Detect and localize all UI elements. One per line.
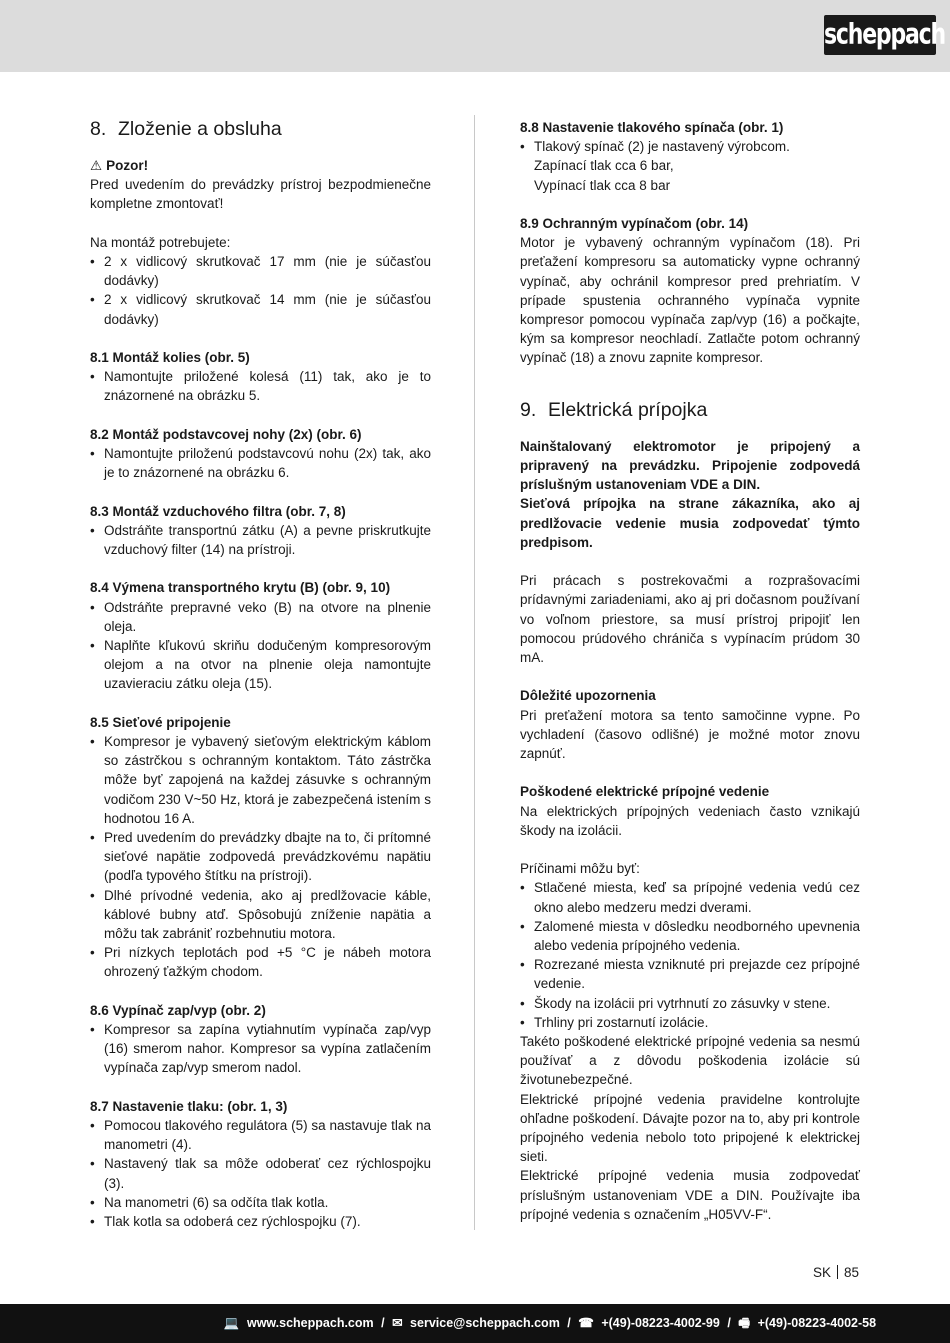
left-column xyxy=(90,118,431,1231)
important-notes-text: Pri preťažení motora sa tento samočinne vypne. Po vychladení (časovo odlišné) je možné motor znovu zapnúť. xyxy=(520,707,860,762)
warning-heading: ⚠ Pozor! xyxy=(90,156,431,175)
list-item: • Namontujte priloženú podstavcovú nohu (2x) tak, ako je to znázornené na obrázku 6. xyxy=(90,444,431,482)
damaged-cable-text: Na elektrických prípojných vedeniach často vznikajú škody na izolácii. xyxy=(520,803,860,838)
electric-bold-paragraph-1: Nainštalovaný elektromotor je pripojený a pripravený na prevádzku. Pripojenie zodpovedá príslušným ustanoveniam VDE a DIN. xyxy=(520,438,860,493)
spray-paragraph: Pri prácach s postrekovačmi a rozprašovacími prídavnými zariadeniami, ako aj pri dočasnom používaní vo voľnom priestore, sa musí prístroj pripojiť len pomocou prúdového chrániča s vypínacím prúdom 30 mA. xyxy=(520,573,860,666)
damaged-cable-heading: Poškodené elektrické prípojné vedenie xyxy=(520,784,770,800)
section-title: Zloženie a obsluha xyxy=(118,118,282,140)
dangerous-paragraph: Takéto poškodené elektrické prípojné vedenia sa nesmú používať a z dôvodu poškodenia izolácie sú životunebezpečné. xyxy=(520,1034,860,1088)
phone-number: +(49)-08223-4002-99 xyxy=(601,1316,720,1330)
list-item: • Dlhé prívodné vedenia, ako aj predlžovacie káble, káblové bubny atď. Spôsobujú zníženie napätia a môžu tak zabrániť rozbehnutiu motora. xyxy=(90,886,431,944)
brand-logo-text: scheppach xyxy=(824,19,945,52)
section-8-5-list xyxy=(90,732,431,982)
list-item: • Odstráňte transportnú zátku (A) a pevne priskrutkujte vzduchový filter (14) na prístroji. xyxy=(90,521,431,559)
list-item: • Pred uvedením do prevádzky dbajte na to, či prítomné sieťové napätie zodpovedá prevádzkovému napätiu (podľa typového štítku na prístroji). xyxy=(90,828,431,886)
section-number: 8. xyxy=(90,118,107,140)
list-item: • Zalomené miesta v dôsledku neodborného upevnenia alebo vedenia prípojného vedenia. xyxy=(520,917,860,955)
mail-icon: ✉ xyxy=(392,1316,403,1330)
column-divider xyxy=(474,115,475,1230)
section-8-heading xyxy=(90,118,431,140)
list-item: • Pomocou tlakového regulátora (5) sa nastavuje tlak na manometri (4). xyxy=(90,1116,431,1154)
section-8-6-heading: 8.6 Vypínač zap/vyp (obr. 2) xyxy=(90,1002,266,1018)
section-8-8-heading: 8.8 Nastavenie tlakového spínača (obr. 1) xyxy=(520,120,784,135)
electric-bold-paragraph-2: Sieťová prípojka na strane zákazníka, ako aj predlžovacie vedenie musia zodpovedať týmto predpisom. xyxy=(520,496,860,550)
list-item: • Naplňte kľukovú skriňu dodučeným kompresorovým olejom a na otvor na plnenie oleja namontujte uzavieraciu zátku oleja (15). xyxy=(90,636,431,694)
causes-list xyxy=(520,878,860,1032)
section-8-9-heading: 8.9 Ochranným vypínačom (obr. 14) xyxy=(520,216,749,231)
section-8-4-heading: 8.4 Výmena transportného krytu (B) (obr. 9, 10) xyxy=(90,580,391,596)
norm-paragraph: Elektrické prípojné vedenia musia zodpovedať príslušným ustanoveniam VDE a DIN. Používajte iba prípojné vedenia s označením „H05VV-F“. xyxy=(520,1168,860,1222)
list-item: • Namontujte priložené kolesá (11) tak, ako je to znázornené na obrázku 5. xyxy=(90,367,431,405)
page-language: SK xyxy=(812,1265,831,1280)
brand-logo xyxy=(824,15,945,55)
section-8-7-heading: 8.7 Nastavenie tlaku: (obr. 1, 3) xyxy=(90,1098,288,1114)
page-footer: 💻 www.scheppach.com / ✉ service@scheppach.com / ☎ +(49)-08223-4002-99 / 🖷 +(49)-08223-4002-58 xyxy=(0,1304,950,1343)
section-8-9-text: Motor je vybavený ochranným vypínačom (18). Pri preťažení kompresoru sa automaticky vypne ochranný vypínač, aby ochránil kompresor pred prehriatím. V prípade spustenia ochranného vypínača vypnite kompresor pomocou vypínača zap/vyp (16) a počkajte, kým sa kompresor neochladí. Zatlačte potom ochranný vypínač (18) a znovu zapnite kompresor. xyxy=(520,235,860,366)
right-column xyxy=(520,118,860,1224)
page-header xyxy=(0,0,950,72)
list-item: • Kompresor sa zapína vytiahnutím vypínača zap/vyp (16) smerom nahor. Kompresor sa vypína zatlačením vypínača zap/vyp smerom nadol. xyxy=(90,1020,431,1078)
website-link[interactable]: www.scheppach.com xyxy=(246,1316,374,1330)
warning-icon: ⚠ xyxy=(90,158,103,173)
important-notes-heading: Dôležité upozornenia xyxy=(520,688,656,704)
warning-text: Pred uvedením do prevádzky prístroj bezpodmienečne kompletne zmontovať! xyxy=(90,177,431,212)
section-number: 9. xyxy=(520,398,537,421)
fax-icon: 🖷 xyxy=(738,1316,751,1330)
tools-intro: Na montáž potrebujete: xyxy=(90,234,231,250)
phone-icon: ☎ xyxy=(578,1316,594,1330)
page-number xyxy=(813,1265,859,1280)
section-8-1-heading: 8.1 Montáž kolies (obr. 5) xyxy=(90,350,250,365)
list-item: • 2 x vidlicový skrutkovač 14 mm (nie je súčasťou dodávky) xyxy=(90,290,431,328)
list-item: • Tlak kotla sa odoberá cez rýchlospojku (7). xyxy=(90,1212,431,1231)
section-8-1-list xyxy=(90,367,431,405)
list-item: • Tlakový spínač (2) je nastavený výrobcom. Zapínací tlak cca 6 bar, Vypínací tlak cca 8 bar xyxy=(520,137,860,195)
list-item: • Škody na izolácii pri vytrhnutí zo zásuvky v stene. xyxy=(520,994,860,1013)
list-item: • Stlačené miesta, keď sa prípojné vedenia vedú cez okno alebo medzeru medzi dverami. xyxy=(520,878,860,916)
section-8-8-list xyxy=(520,137,860,195)
list-item: • Na manometri (6) sa odčíta tlak kotla. xyxy=(90,1193,431,1212)
computer-icon: 💻 xyxy=(223,1316,240,1330)
email-link[interactable]: service@scheppach.com xyxy=(410,1316,560,1330)
causes-intro: Príčinami môžu byť: xyxy=(520,861,640,877)
section-8-2-heading: 8.2 Montáž podstavcovej nohy (2x) (obr. 6) xyxy=(90,426,362,442)
list-item: • Odstráňte prepravné veko (B) na otvore na plnenie oleja. xyxy=(90,598,431,636)
list-item: • Pri nízkych teplotách pod +5 °C je nábeh motora ohrozený ťažkým chodom. xyxy=(90,943,431,981)
fax-number: +(49)-08223-4002-58 xyxy=(757,1316,877,1330)
tools-list xyxy=(90,252,431,329)
section-8-3-heading: 8.3 Montáž vzduchového filtra (obr. 7, 8) xyxy=(90,503,346,519)
list-item: • Nastavený tlak sa môže odoberať cez rýchlospojku (3). xyxy=(90,1154,431,1192)
section-8-4-list xyxy=(90,598,431,694)
list-item: • Kompresor je vybavený sieťovým elektrickým káblom so zástrčkou s ochranným kontaktom. Táto zástrčka môže byť zapojená na každej zásuvke s ochranným vodičom 230 V~50 Hz, ktorá je zabezpečená istením s hodnotou 16 A. xyxy=(90,732,431,828)
section-8-7-list xyxy=(90,1116,431,1231)
list-item: • Rozrezané miesta vzniknuté pri prejazde cez prípojné vedenie. xyxy=(520,955,860,993)
page-number-value: 85 xyxy=(843,1265,859,1280)
section-8-5-heading: 8.5 Sieťové pripojenie xyxy=(90,714,231,730)
section-title: Elektrická prípojka xyxy=(548,398,708,421)
section-8-3-list xyxy=(90,521,431,559)
section-8-6-list xyxy=(90,1020,431,1078)
section-8-2-list xyxy=(90,444,431,482)
list-item: • 2 x vidlicový skrutkovač 17 mm (nie je súčasťou dodávky) xyxy=(90,252,431,290)
check-paragraph: Elektrické prípojné vedenia pravidelne kontrolujte ohľadne poškodení. Dávajte pozor na to, aby pri kontrole prípojného vedenia nebolo toto pripojené k elektrickej sieti. xyxy=(520,1091,860,1165)
list-item: • Trhliny pri zostarnutí izolácie. xyxy=(520,1013,860,1032)
section-9-heading xyxy=(520,399,860,421)
